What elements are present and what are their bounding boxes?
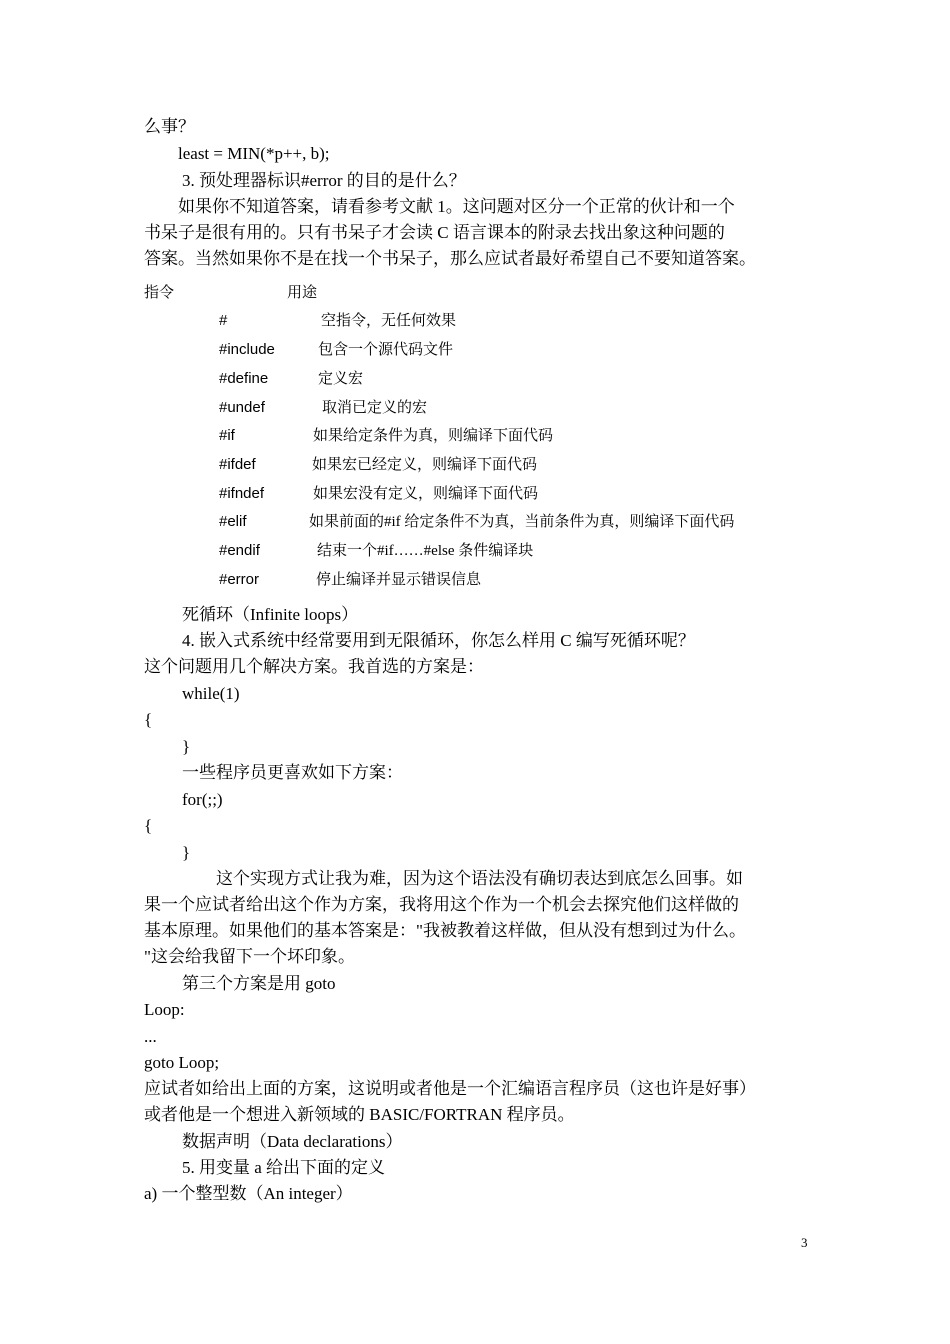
directive-name: #define [219, 370, 269, 387]
table-header-directive: 指令 [144, 285, 175, 301]
text-line: 答案。当然如果你不是在找一个书呆子，那么应试者最好希望自己不要知道答案。 [144, 249, 756, 268]
directive-name: #include [219, 341, 275, 358]
page-number: 3 [801, 1235, 808, 1250]
text-line: 这个问题用几个解决方案。我首选的方案是： [144, 657, 484, 676]
code-line: Loop: [144, 1000, 185, 1019]
text-line: 应试者如给出上面的方案，这说明或者他是一个汇编语言程序员（这也许是好事） [144, 1079, 756, 1098]
table-row [0, 454, 950, 476]
directive-description: 如果前面的#if 给定条件不为真，当前条件为真，则编译下面代码 [309, 514, 735, 530]
directive-name: #elif [219, 513, 247, 530]
table-row [0, 425, 950, 447]
code-line: goto Loop; [144, 1053, 220, 1072]
table-row [0, 368, 950, 390]
text-line: "这会给我留下一个坏印象。 [144, 947, 355, 966]
directive-description: 空指令，无任何效果 [321, 313, 457, 329]
directive-description: 包含一个源代码文件 [318, 342, 454, 358]
table-row [0, 310, 950, 332]
directive-description: 如果给定条件为真，则编译下面代码 [313, 428, 554, 444]
code-line: while(1) [182, 684, 240, 703]
directive-description: 停止编译并显示错误信息 [316, 572, 482, 588]
directive-description: 定义宏 [318, 371, 364, 387]
text-line: 或者他是一个想进入新领域的 BASIC/FORTRAN 程序员。 [144, 1105, 575, 1124]
question-heading: 3. 预处理器标识#error 的目的是什么？ [182, 171, 466, 190]
code-line: for(;;) [182, 790, 223, 809]
directive-name: #ifdef [219, 456, 256, 473]
question-heading: 4. 嵌入式系统中经常要用到无限循环，你怎么样用 C 编写死循环呢？ [182, 631, 695, 650]
section-heading: 死循环（Infinite loops） [182, 605, 359, 624]
directive-description: 如果宏没有定义，则编译下面代码 [313, 486, 539, 502]
directive-name: #undef [219, 399, 265, 416]
section-heading: 数据声明（Data declarations） [182, 1132, 403, 1151]
text-line: 第三个方案是用 goto [182, 974, 336, 993]
table-row [0, 483, 950, 505]
directive-description: 结束一个#if……#else 条件编译块 [317, 543, 534, 559]
code-line: } [182, 737, 191, 756]
table-header-usage: 用途 [287, 285, 318, 301]
text-line: 么事？ [144, 117, 195, 136]
directive-description: 取消已定义的宏 [322, 400, 428, 416]
code-line: { [144, 710, 153, 729]
text-line: 这个实现方式让我为难，因为这个语法没有确切表达到底怎么回事。如 [216, 869, 743, 888]
text-line: 书呆子是很有用的。只有书呆子才会读 C 语言课本的附录去找出象这种问题的 [144, 223, 725, 242]
question-heading: 5. 用变量 a 给出下面的定义 [182, 1158, 386, 1177]
directive-name: # [219, 312, 228, 329]
directive-name: #error [219, 571, 260, 588]
table-row [0, 339, 950, 361]
directive-name: #if [219, 427, 235, 444]
code-line: ... [144, 1027, 157, 1046]
code-line: { [144, 816, 153, 835]
text-line: 如果你不知道答案，请看参考文献 1。这问题对区分一个正常的伙计和一个 [178, 197, 735, 216]
table-row [0, 397, 950, 419]
directive-name: #endif [219, 542, 260, 559]
text-line: 基本原理。如果他们的基本答案是："我被教着这样做，但从没有想到过为什么。 [144, 921, 746, 940]
text-line: 一些程序员更喜欢如下方案： [182, 763, 403, 782]
text-line: 果一个应试者给出这个作为方案，我将用这个作为一个机会去探究他们这样做的 [144, 895, 739, 914]
code-line: } [182, 843, 191, 862]
table-row [0, 569, 950, 591]
directive-description: 如果宏已经定义，则编译下面代码 [312, 457, 538, 473]
table-row [0, 540, 950, 562]
directive-name: #ifndef [219, 485, 265, 502]
table-row [0, 511, 950, 533]
text-line: a) 一个整型数（An integer） [144, 1184, 353, 1203]
code-line: least = MIN(*p++, b); [178, 144, 330, 163]
